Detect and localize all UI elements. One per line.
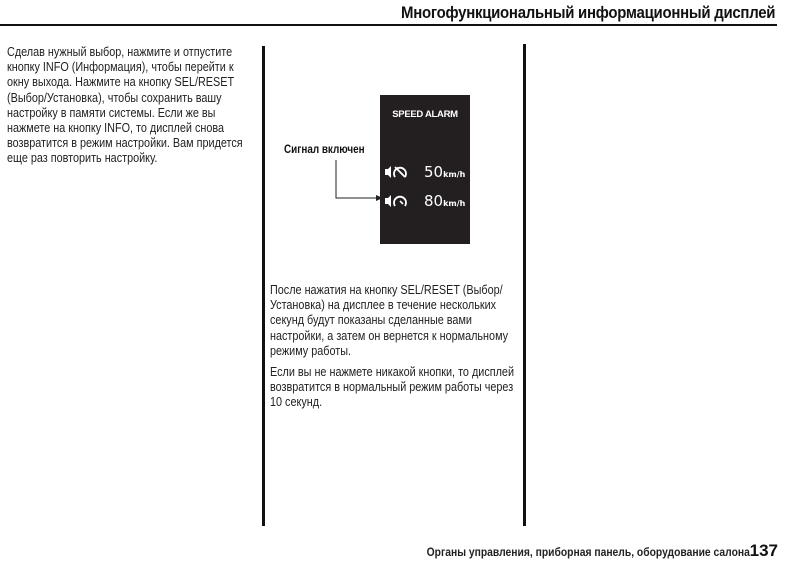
display-row xyxy=(384,163,465,181)
speed-alarm-off-icon xyxy=(384,164,410,180)
speed-alarm-display xyxy=(380,95,470,244)
speed-value: 80km/h xyxy=(424,192,466,210)
column-divider-left xyxy=(262,46,265,526)
left-column-text: Сделав нужный выбор, нажмите и отпустите кнопку INFO (Информация), чтобы перейти к окну выхода. Нажмите на кнопку SEL/RESET (Выбор/Установка), чтобы сохранить вашу настройку в памяти системы. Если же вы нажмете на кнопку INFO, то дисплей снова возвратится в режим настройки. Вам придется еще раз повторить настройку. xyxy=(7,45,243,166)
page-header-title: Многофункциональный информационный дисплей xyxy=(400,3,775,22)
speed-unit: km/h xyxy=(443,170,466,179)
middle-paragraph-2: Если вы не нажмете никакой кнопки, то дисплей возвратится в нормальный режим работы через 10 секунд. xyxy=(270,365,514,410)
figure-callout-label: Сигнал включен xyxy=(284,144,365,156)
speed-alarm-on-icon xyxy=(384,193,410,209)
footer-section-title: Органы управления, приборная панель, оборудование салона xyxy=(426,545,750,559)
display-row xyxy=(384,192,465,210)
speed-unit: km/h xyxy=(443,199,466,208)
column-divider-right xyxy=(523,44,526,526)
speed-value: 50km/h xyxy=(424,163,466,181)
middle-paragraph-1: После нажатия на кнопку SEL/RESET (Выбор/ Установка) на дисплее в течение нескольких секунд будут показаны сделанные вами настройки, а затем он вернется к нормальному режиму работы. xyxy=(270,283,509,358)
page-number: 137 xyxy=(749,541,778,560)
display-title: SPEED ALARM xyxy=(392,109,458,120)
header-rule xyxy=(0,24,777,26)
